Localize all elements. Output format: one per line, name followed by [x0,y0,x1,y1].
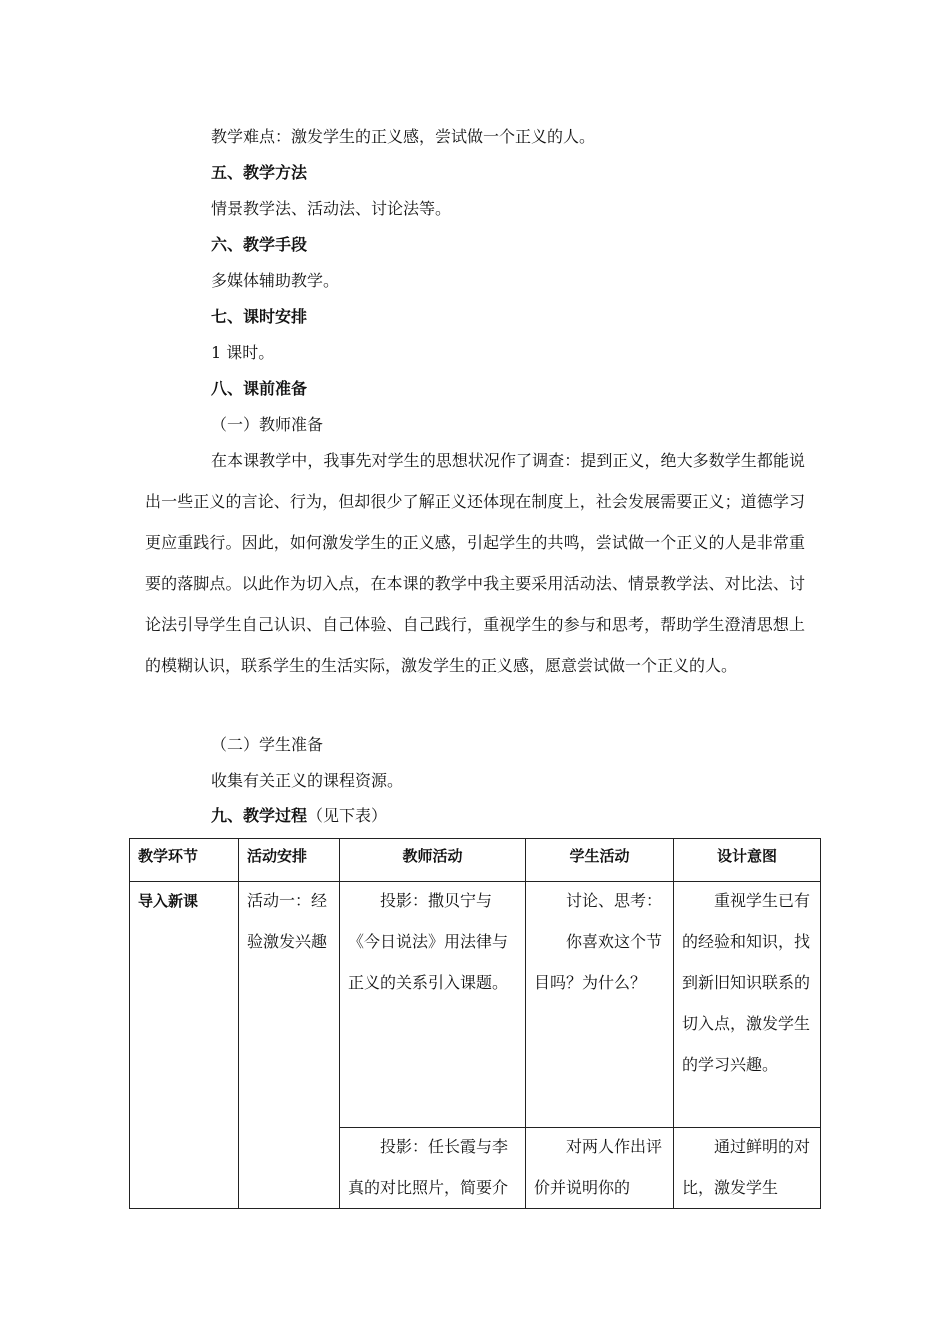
section-heading-process [211,806,387,826]
activity-cell [239,882,340,1209]
design-intent-cell [674,1128,821,1209]
section-heading-schedule: 七、课时安排 [211,307,308,326]
table-header: 教师活动 [340,839,526,882]
design-intent-text: 通过鲜明的对比，激发学生 [682,1137,811,1197]
stage-cell [130,882,239,1209]
teacher-prep-paragraph: 在本课教学中，我事先对学生的思想状况作了调查：提到正义，绝大多数学生都能说出一些正义的言论、行为，但却很少了解正义还体现在制度上，社会发展需要正义；道德学习更应重践行。因此，如何激发学生的正义感，引起学生的共鸣，尝试做一个正义的人是非常重要的落脚点。以此作为切入点，在本课的教学中我主要采用活动法、情景教学法、对比法、讨论法引导学生自己认识、自己体验、自己践行，重视学生的参与和思考，帮助学生澄清思想上的模糊认识，联系学生的生活实际，激发学生的正义感，愿意尝试做一个正义的人。 [145,451,805,675]
section-heading-means: 六、教学手段 [211,235,308,254]
student-activity-text: 讨论、思考： [566,891,663,910]
teacher-activity-text: 投影：撒贝宁与《今日说法》用法律与正义的关系引入课题。 [348,891,509,992]
process-heading-title: 九、教学过程 [211,806,308,825]
student-activity-text: 对两人作出评价并说明你的 [534,1137,663,1197]
table-header-row [130,839,821,882]
table-header: 教学环节 [130,839,239,882]
table-header: 设计意图 [674,839,821,882]
student-prep-text: 收集有关正义的课程资源。 [211,771,404,790]
schedule-text: 1 课时。 [211,343,275,362]
table-header: 学生活动 [526,839,674,882]
subheading-student-prep: （二）学生准备 [211,735,324,754]
process-heading-note: （见下表） [307,806,388,825]
design-intent-text: 重视学生已有的经验和知识，找到新旧知识联系的切入点，激发学生的学习兴趣。 [682,891,811,1074]
teaching-difficulty: 教学难点：激发学生的正义感，尝试做一个正义的人。 [211,127,596,146]
student-activity-cell [526,1128,674,1209]
student-activity-question: 你喜欢这个节目吗？为什么？ [534,932,663,992]
section-heading-preparation: 八、课前准备 [211,379,308,398]
table-row [130,882,821,1128]
subheading-teacher-prep: （一）教师准备 [211,415,324,434]
teaching-process-table [129,838,821,1209]
methods-text: 情景教学法、活动法、讨论法等。 [211,199,452,218]
section-heading-methods: 五、教学方法 [211,163,308,182]
student-activity-cell [526,882,674,1128]
teacher-activity-cell [340,1128,526,1209]
activity-label: 活动一：经验激发兴趣 [247,891,328,951]
table-header: 活动安排 [239,839,340,882]
design-intent-cell [674,882,821,1128]
stage-label: 导入新课 [138,892,199,910]
teacher-activity-cell [340,882,526,1128]
teacher-activity-text: 投影：任长霞与李真的对比照片，简要介 [348,1137,509,1197]
means-text: 多媒体辅助教学。 [211,271,340,290]
